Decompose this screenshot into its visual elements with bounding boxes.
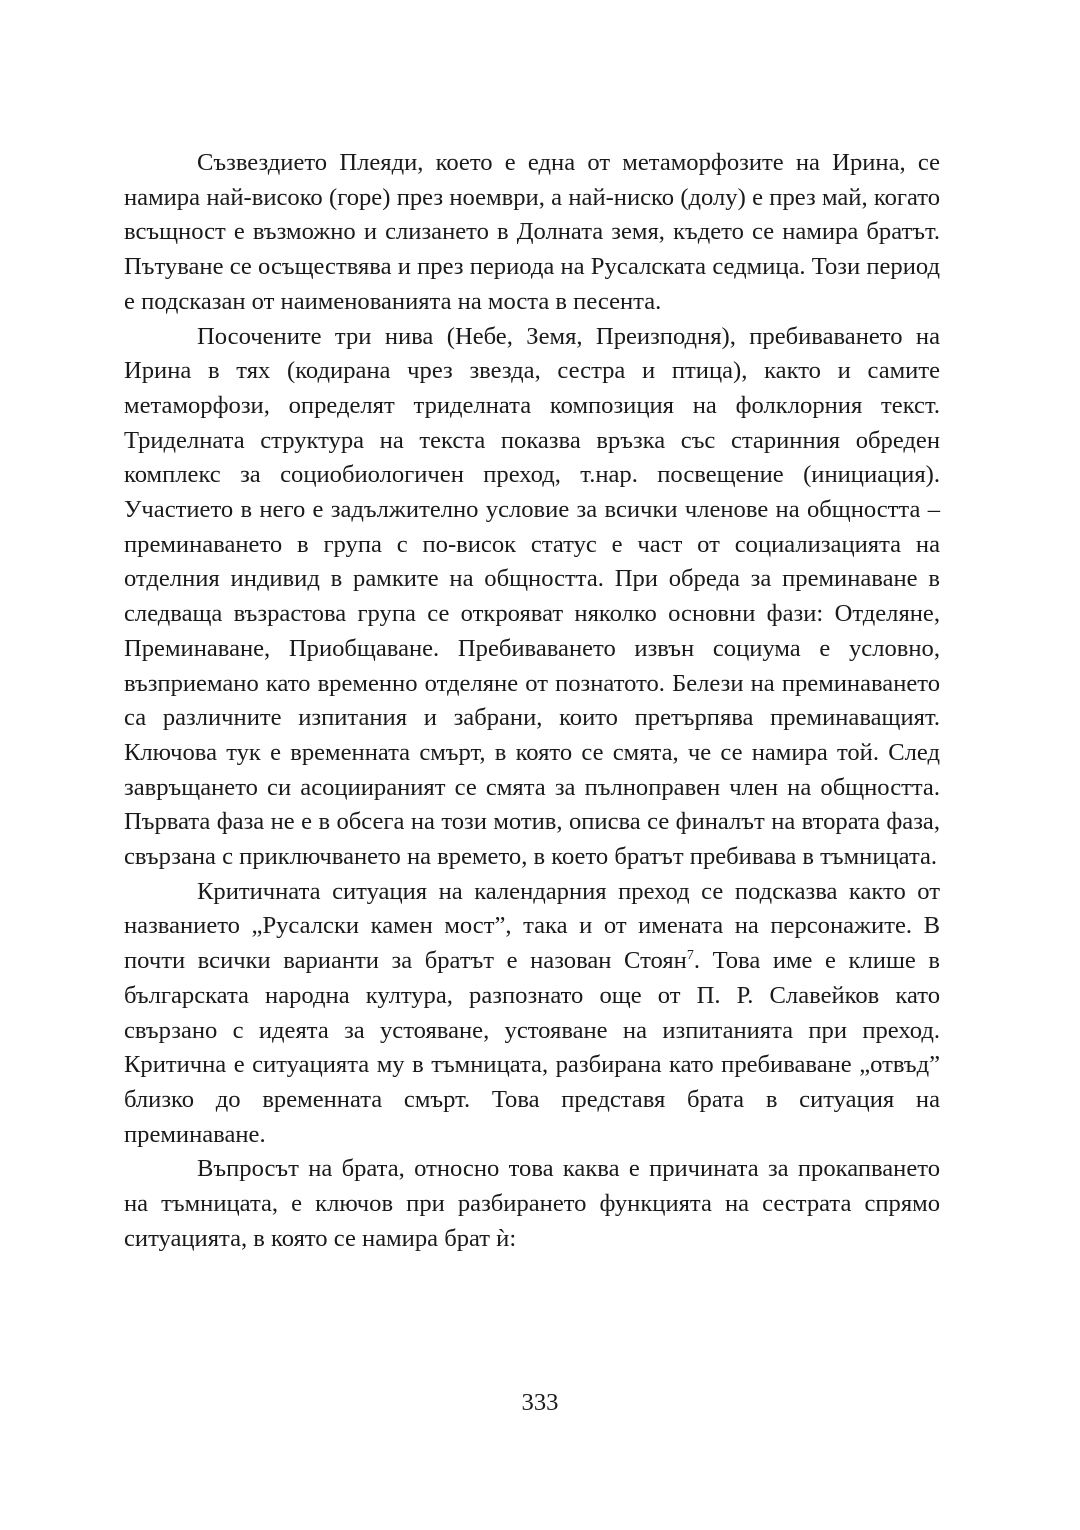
body-text: [124, 146, 940, 1257]
paragraph-three-levels: Посочените три нива (Небе, Земя, Преизподня), пребиваването на Ирина в тях (кодирана чрез звезда, сестра и птица), както и самите метаморфози, определят триделната композиция на фолклорния текст. Триделната структура на текста показва връзка със старинния обреден комплекс за социобиологичен преход, т.нар. посвещение (инициация). Участието в него е задължително условие за всички членове на общността – преминаването в група с по-висок статус е част от социализацията на отделния индивид в рамките на общността. При обреда за преминаване в следваща възрастова група се открояват няколко основни фази: Отделяне, Преминаване, Приобщаване. Пребиваването извън социума е условно, възприемано като временно отделяне от познатото. Белези на преминаването са различните изпитания и забрани, които претърпява преминаващият. Ключова тук е временната смърт, в която се смята, че се намира той. След завръщането си асоциираният се смята за пълноправен член на общността. Първата фаза не е в обсега на този мотив, описва се финалът на втората фаза, свързана с приключването на времето, в което братът пребивава в тъмницата.: [124, 322, 940, 871]
page-number: 333: [521, 1389, 559, 1416]
paragraph-text-before-note: Критичната ситуация на календарния преход се подсказва както от названието „Русалски камен мост”, така и от имената на персонажите. В почти всички варианти за братът е назован Стоян: [124, 877, 940, 975]
paragraph-pleiades: Съзвездието Плеяди, което е една от метаморфозите на Ирина, се намира най-високо (горе) през ноември, а най-ниско (долу) е през май, когато всъщност е възможно и слизането в Долната земя, където се намира братът. Пътуване се осъществява и през периода на Русалската седмица. Този период е подсказан от наименованията на моста в песента.: [124, 149, 940, 315]
paragraph-critical-situation: [124, 875, 940, 1153]
footnote-reference: 7: [686, 947, 694, 963]
paragraph-brothers-question: Въпросът на брата, относно това каква е причината за прокапването на тъмницата, е ключов при разбирането функцията на сестрата спрямо ситуацията, в която се намира брат ѝ:: [124, 1155, 940, 1252]
paragraph-text-after-note: . Това име е клише в българската народна култура, разпознато още от П. Р. Славейков като свързано с идеята за устояване, устояване на изпитанията при преход. Критична е ситуацията му в тъмницата, разбирана като пребиваване „отвъд” близко до временната смърт. Това представя брата в ситуация на преминаване.: [124, 947, 940, 1148]
